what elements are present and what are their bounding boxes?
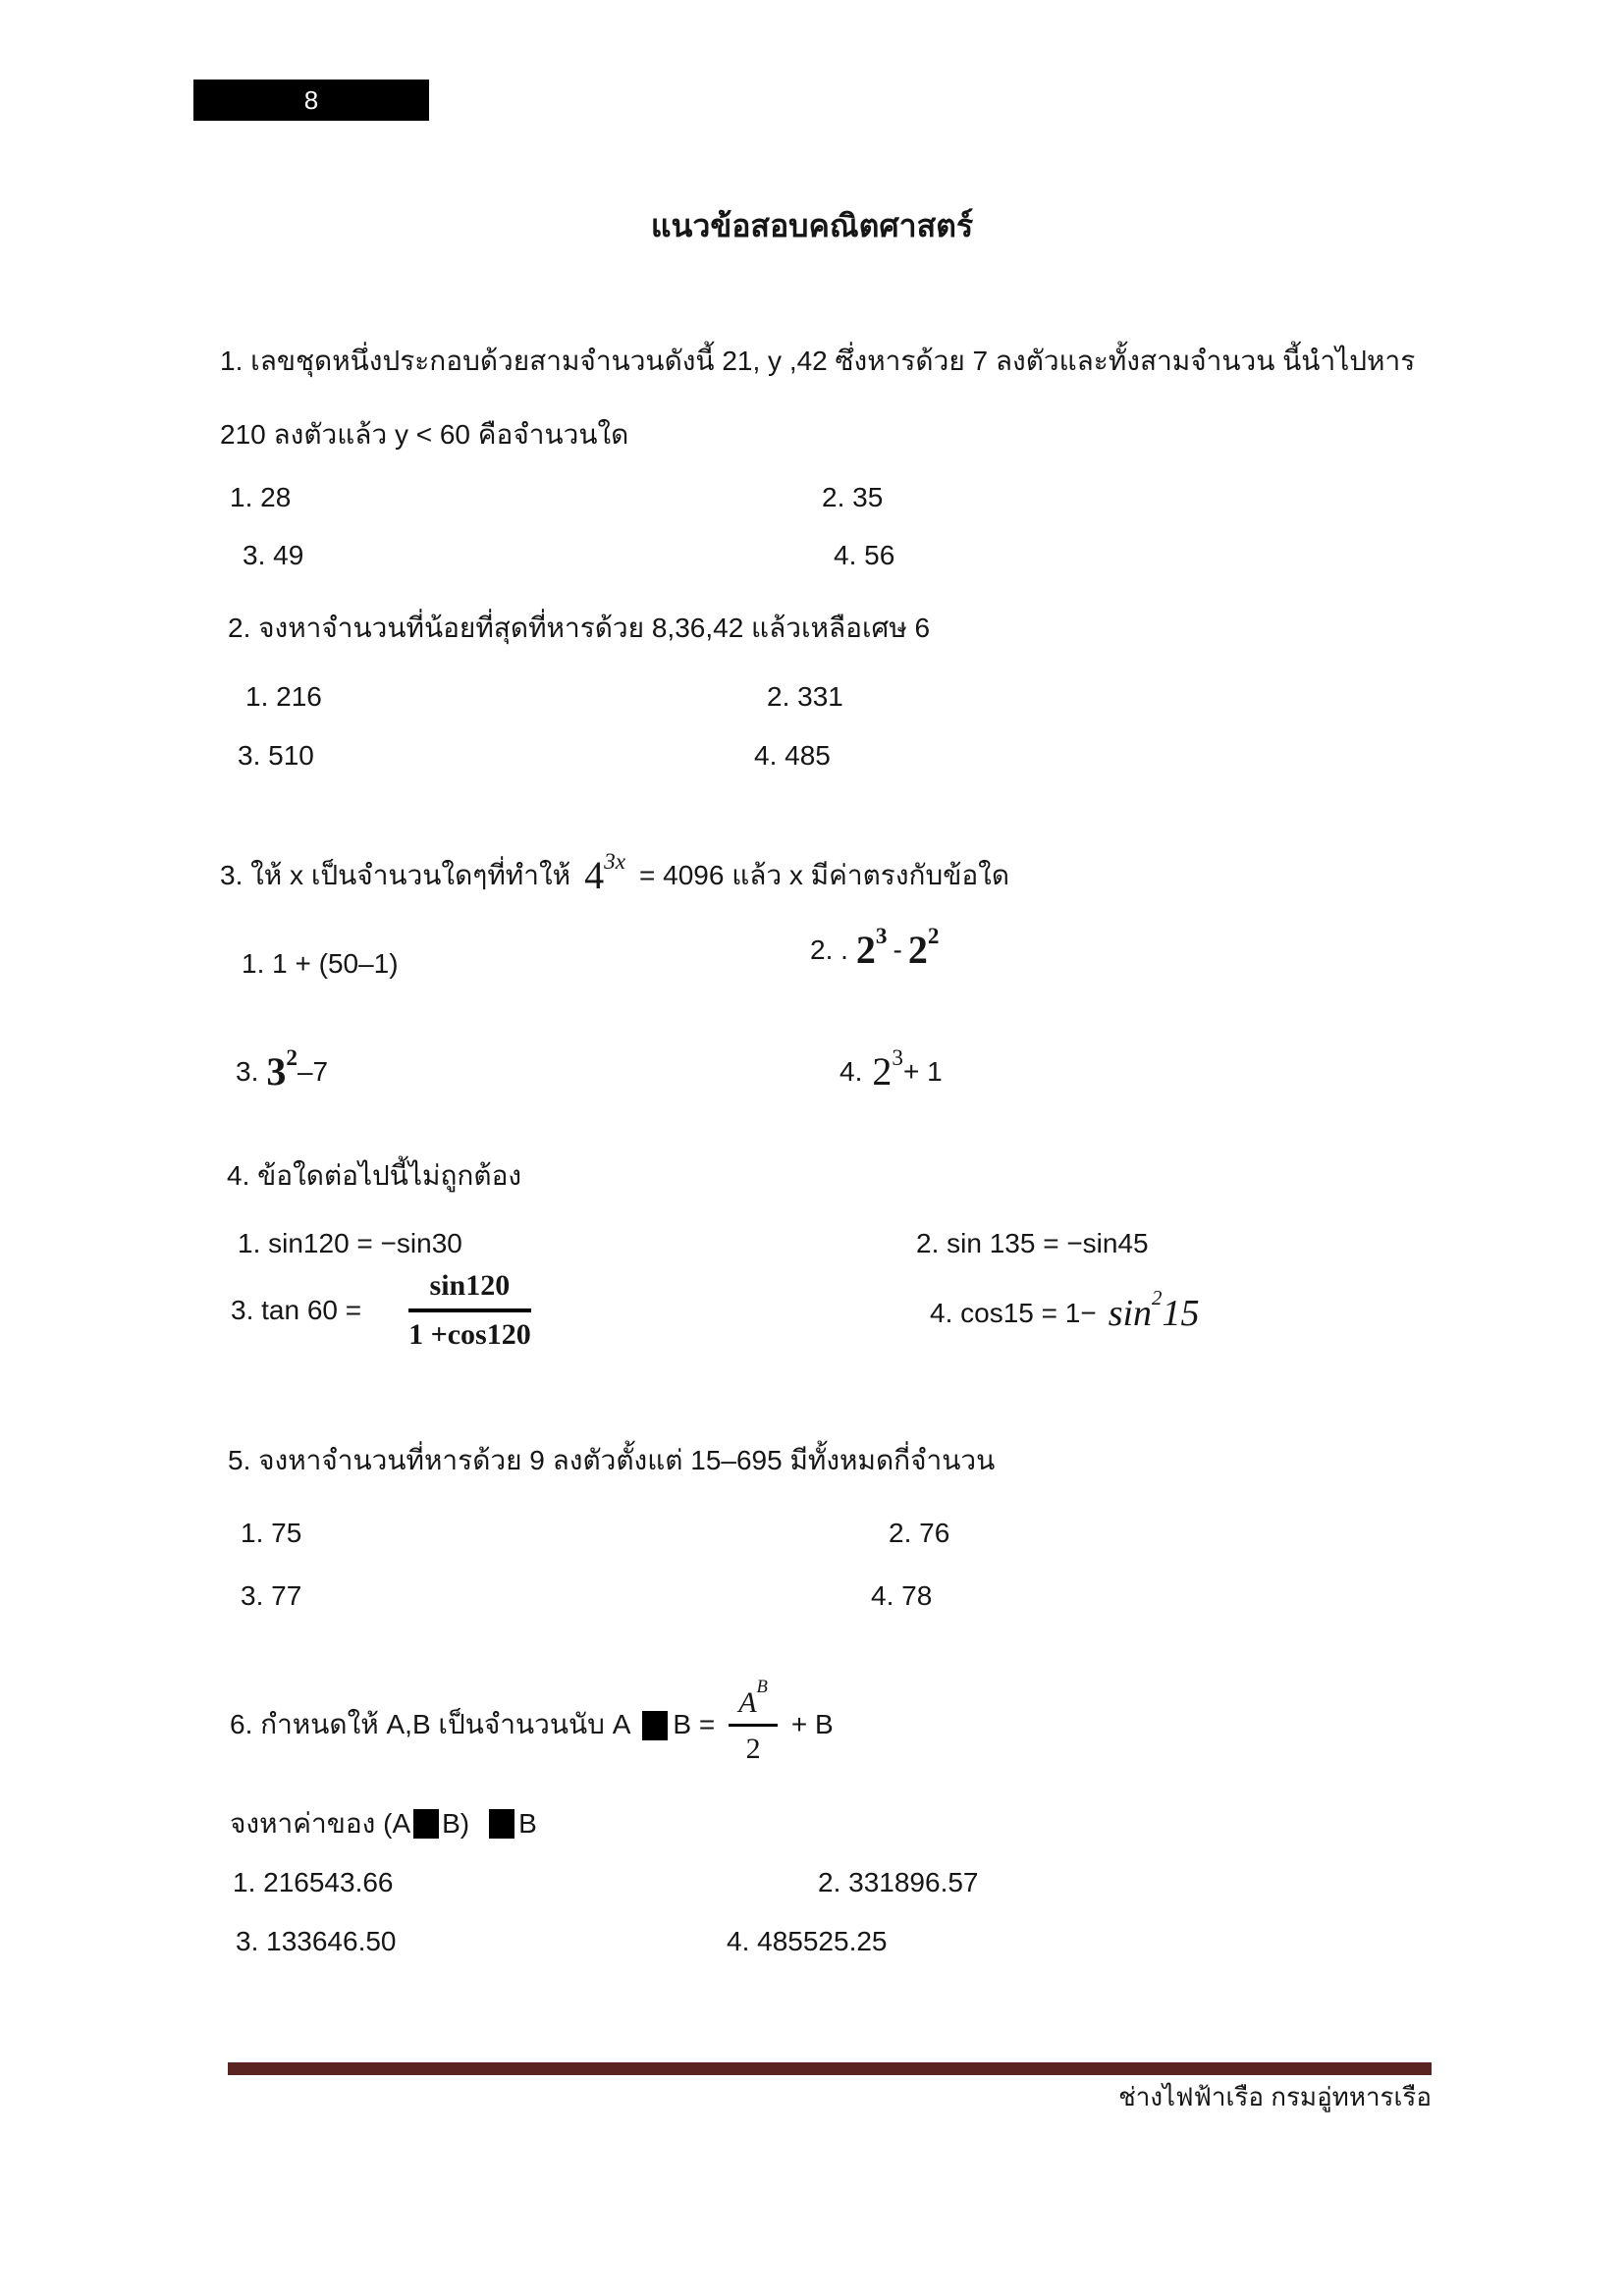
q6-choice-4: 4. 485525.25 <box>727 1926 888 1956</box>
q3-c3-base: 3 <box>266 1049 287 1095</box>
q6-text-line1 <box>230 1669 834 1782</box>
q3-choice-1: 1. 1 + (50–1) <box>242 948 399 979</box>
q6-text-post: + B <box>790 1709 834 1740</box>
q4-choice-1: 1. sin120 = −sin30 <box>238 1228 462 1258</box>
q3-choice-2-minus: - <box>893 934 902 966</box>
q6-text-pre: 6. กำหนดให้ A,B เป็นจำนวนนับ A <box>230 1709 631 1740</box>
q3-choice-3-label: 3. <box>236 1056 259 1087</box>
q3-choice-2-term2 <box>907 924 940 973</box>
page-title: แนวข้อสอบคณิตศาสตร์ <box>650 208 974 243</box>
q3-choice-3 <box>236 1045 329 1095</box>
q2-choice-3: 3. 510 <box>238 740 314 771</box>
q4-choice-3-label: 3. tan 60 = <box>231 1294 362 1325</box>
q3-choice-3-power <box>266 1045 298 1095</box>
q3-c4-base: 2 <box>872 1049 893 1095</box>
q3-choice-4-power <box>872 1045 903 1095</box>
q6-choice-2: 2. 331896.57 <box>818 1867 979 1897</box>
q3-choice-2 <box>810 924 940 973</box>
q3-c2-base2: 2 <box>907 928 928 973</box>
q5-choice-2: 2. 76 <box>889 1518 950 1548</box>
page-number: 8 <box>303 84 319 115</box>
q3-c2-sup2: 2 <box>927 924 940 950</box>
q6-fraction-numerator <box>729 1677 778 1727</box>
q3-choice-2-term1 <box>855 924 888 973</box>
q1-choice-4: 4. 56 <box>834 540 895 570</box>
q3-c3-sup: 2 <box>286 1045 298 1072</box>
q3-choice-4-rest: + 1 <box>902 1056 943 1087</box>
operator-square-icon <box>489 1809 514 1839</box>
q2-text: 2. จงหาจำนวนที่น้อยที่สุดที่หารด้วย 8,36,42 แล้วเหลือเศษ 6 <box>228 613 931 643</box>
q5-choice-3: 3. 77 <box>241 1580 302 1611</box>
q5-text: 5. จงหาจำนวนที่หารด้วย 9 ลงตัวตั้งแต่ 15–695 มีทั้งหมดกี่จำนวน <box>228 1445 996 1475</box>
q4-choice-4 <box>930 1286 1200 1335</box>
footer-divider-bar <box>228 2062 1432 2075</box>
q6-line2-mid: B) <box>442 1808 470 1839</box>
q3-exponent-expression <box>584 849 625 898</box>
q3-text-pre: 3. ให้ x เป็นจำนวนใดๆที่ทำให้ <box>220 860 571 890</box>
q4-fraction-denominator: 1 +cos120 <box>408 1318 531 1351</box>
q3-text-post: = 4096 แล้ว x มีค่าตรงกับข้อใด <box>639 860 1010 890</box>
q6-text-mid: B = <box>673 1709 716 1740</box>
q6-fraction-denominator: 2 <box>745 1732 761 1765</box>
operator-square-icon <box>642 1711 668 1740</box>
q4-c4-angle: 15 <box>1162 1293 1200 1335</box>
q5-choice-1: 1. 75 <box>241 1518 302 1548</box>
q6-fraction <box>729 1677 778 1766</box>
q3-choice-3-rest: –7 <box>297 1056 329 1087</box>
operator-square-icon <box>413 1809 439 1839</box>
q6-choice-1: 1. 216543.66 <box>233 1867 394 1897</box>
q3-c2-base1: 2 <box>855 928 876 973</box>
q1-text-line1: 1. เลขชุดหนึ่งประกอบด้วยสามจำนวนดังนี้ 21, y ,42 ซึ่งหารด้วย 7 ลงตัวและทั้งสามจำนวน นี้นำไปหาร <box>220 346 1416 376</box>
q4-fraction-numerator: sin120 <box>408 1269 531 1312</box>
q3-exp-base: 4 <box>584 853 605 898</box>
q4-choice-4-label: 4. cos15 = 1− <box>930 1298 1097 1328</box>
q3-choice-2-label: 2. . <box>810 934 848 965</box>
q6-frac-sup: B <box>756 1677 768 1698</box>
q3-choice-4 <box>839 1045 943 1095</box>
q5-choice-4: 4. 78 <box>871 1580 933 1611</box>
q3-c2-sup1: 3 <box>875 924 888 950</box>
page-number-box <box>193 80 429 121</box>
q1-choice-1: 1. 28 <box>230 482 292 512</box>
q6-choice-3: 3. 133646.50 <box>236 1926 397 1956</box>
q2-choice-2: 2. 331 <box>767 681 843 712</box>
q4-choice-3-fraction <box>408 1269 531 1352</box>
q4-choice-2: 2. sin 135 = −sin45 <box>916 1228 1149 1258</box>
q3-c4-sup: 3 <box>892 1045 903 1072</box>
q3-choice-4-label: 4. <box>839 1056 863 1087</box>
q6-line2-end: B <box>518 1808 537 1839</box>
q1-choice-2: 2. 35 <box>822 482 884 512</box>
q1-text-line2: 210 ลงตัวแล้ว y < 60 คือจำนวนใด <box>220 419 629 450</box>
q6-frac-base: A <box>738 1685 757 1719</box>
q4-choice-4-sin-expression <box>1108 1286 1200 1335</box>
q3-text <box>220 849 1010 898</box>
q4-text: 4. ข้อใดต่อไปนี้ไม่ถูกต้อง <box>227 1160 522 1191</box>
q4-choice-3 <box>231 1269 531 1352</box>
q2-choice-1: 1. 216 <box>245 681 322 712</box>
q6-text-line2 <box>230 1804 537 1844</box>
q4-c4-sin: sin <box>1108 1293 1153 1335</box>
q3-exp-sup: 3x <box>604 849 625 876</box>
q6-line2-pre: จงหาค่าของ (A <box>230 1808 411 1839</box>
q1-choice-3: 3. 49 <box>243 540 304 570</box>
footer-text: ช่างไฟฟ้าเรือ กรมอู่ทหารเรือ <box>1118 2082 1432 2111</box>
q2-choice-4: 4. 485 <box>754 740 831 771</box>
q4-c4-sup: 2 <box>1152 1286 1163 1310</box>
